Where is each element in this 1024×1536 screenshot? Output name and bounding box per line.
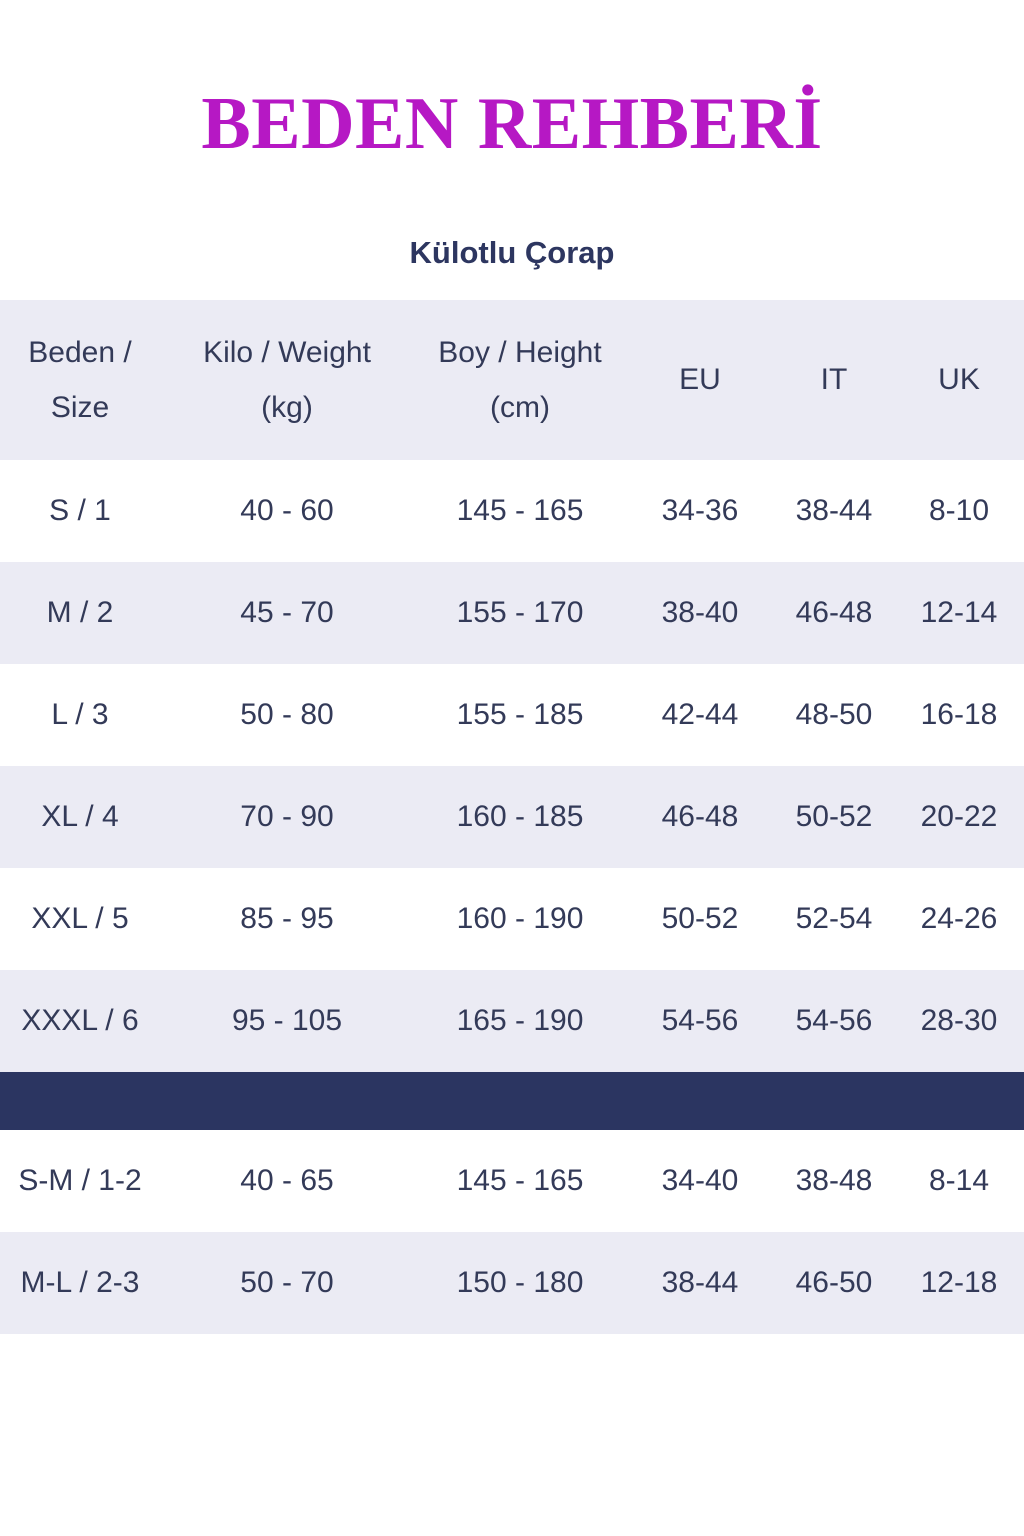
table-row: [0, 460, 1024, 562]
header-beden-line2: Size: [50, 391, 110, 424]
separator-section: [0, 1072, 1024, 1130]
size-table: [0, 300, 1024, 1334]
table-body-secondary: [0, 1130, 1024, 1334]
height-cell: 145 - 165: [414, 1130, 626, 1232]
size-cell: XXXL / 6: [0, 970, 160, 1072]
height-cell: 155 - 170: [414, 562, 626, 664]
eu-cell: 42-44: [626, 664, 774, 766]
header-uk: UK: [894, 300, 1024, 460]
header-it: IT: [774, 300, 894, 460]
table-row: [0, 664, 1024, 766]
table-row: [0, 868, 1024, 970]
weight-cell: 40 - 65: [160, 1130, 414, 1232]
size-cell: M-L / 2-3: [0, 1232, 160, 1334]
header-kilo-weight: [160, 300, 414, 460]
height-cell: 150 - 180: [414, 1232, 626, 1334]
it-cell: 46-48: [774, 562, 894, 664]
eu-cell: 50-52: [626, 868, 774, 970]
size-cell: XXL / 5: [0, 868, 160, 970]
eu-cell: 46-48: [626, 766, 774, 868]
eu-cell: 38-40: [626, 562, 774, 664]
header-kilo-line2: (kg): [261, 391, 313, 424]
page-subtitle: Külotlu Çorap: [409, 235, 615, 270]
height-cell: 165 - 190: [414, 970, 626, 1072]
separator-bar-fill: [0, 1072, 1024, 1130]
it-cell: 48-50: [774, 664, 894, 766]
separator-bar: [0, 1072, 1024, 1130]
it-cell: 46-50: [774, 1232, 894, 1334]
height-cell: 160 - 185: [414, 766, 626, 868]
size-cell: L / 3: [0, 664, 160, 766]
table-header-row: [0, 300, 1024, 460]
uk-cell: 8-14: [894, 1130, 1024, 1232]
weight-cell: 50 - 70: [160, 1232, 414, 1334]
it-cell: 52-54: [774, 868, 894, 970]
size-cell: S-M / 1-2: [0, 1130, 160, 1232]
uk-cell: 20-22: [894, 766, 1024, 868]
uk-cell: 24-26: [894, 868, 1024, 970]
it-cell: 38-48: [774, 1130, 894, 1232]
header-eu: EU: [626, 300, 774, 460]
weight-cell: 40 - 60: [160, 460, 414, 562]
eu-cell: 38-44: [626, 1232, 774, 1334]
uk-cell: 12-14: [894, 562, 1024, 664]
table-row: [0, 970, 1024, 1072]
it-cell: 50-52: [774, 766, 894, 868]
height-cell: 155 - 185: [414, 664, 626, 766]
size-cell: S / 1: [0, 460, 160, 562]
table-row: [0, 1232, 1024, 1334]
it-cell: 54-56: [774, 970, 894, 1072]
height-cell: 160 - 190: [414, 868, 626, 970]
header-kilo-line1: Kilo / Weight: [203, 336, 371, 369]
eu-cell: 54-56: [626, 970, 774, 1072]
weight-cell: 70 - 90: [160, 766, 414, 868]
header-beden-line1: Beden /: [28, 336, 132, 369]
header-boy-height: [414, 300, 626, 460]
size-cell: XL / 4: [0, 766, 160, 868]
weight-cell: 95 - 105: [160, 970, 414, 1072]
eu-cell: 34-36: [626, 460, 774, 562]
weight-cell: 50 - 80: [160, 664, 414, 766]
uk-cell: 12-18: [894, 1232, 1024, 1334]
eu-cell: 34-40: [626, 1130, 774, 1232]
page-title: BEDEN REHBERİ: [201, 83, 823, 165]
table-body-main: [0, 460, 1024, 1072]
uk-cell: 28-30: [894, 970, 1024, 1072]
height-cell: 145 - 165: [414, 460, 626, 562]
weight-cell: 85 - 95: [160, 868, 414, 970]
header-boy-line2: (cm): [490, 391, 550, 424]
uk-cell: 16-18: [894, 664, 1024, 766]
table-row: [0, 1130, 1024, 1232]
header-beden-size: [0, 300, 160, 460]
size-cell: M / 2: [0, 562, 160, 664]
it-cell: 38-44: [774, 460, 894, 562]
header-boy-line1: Boy / Height: [438, 336, 602, 369]
weight-cell: 45 - 70: [160, 562, 414, 664]
table-row: [0, 562, 1024, 664]
uk-cell: 8-10: [894, 460, 1024, 562]
table-row: [0, 766, 1024, 868]
